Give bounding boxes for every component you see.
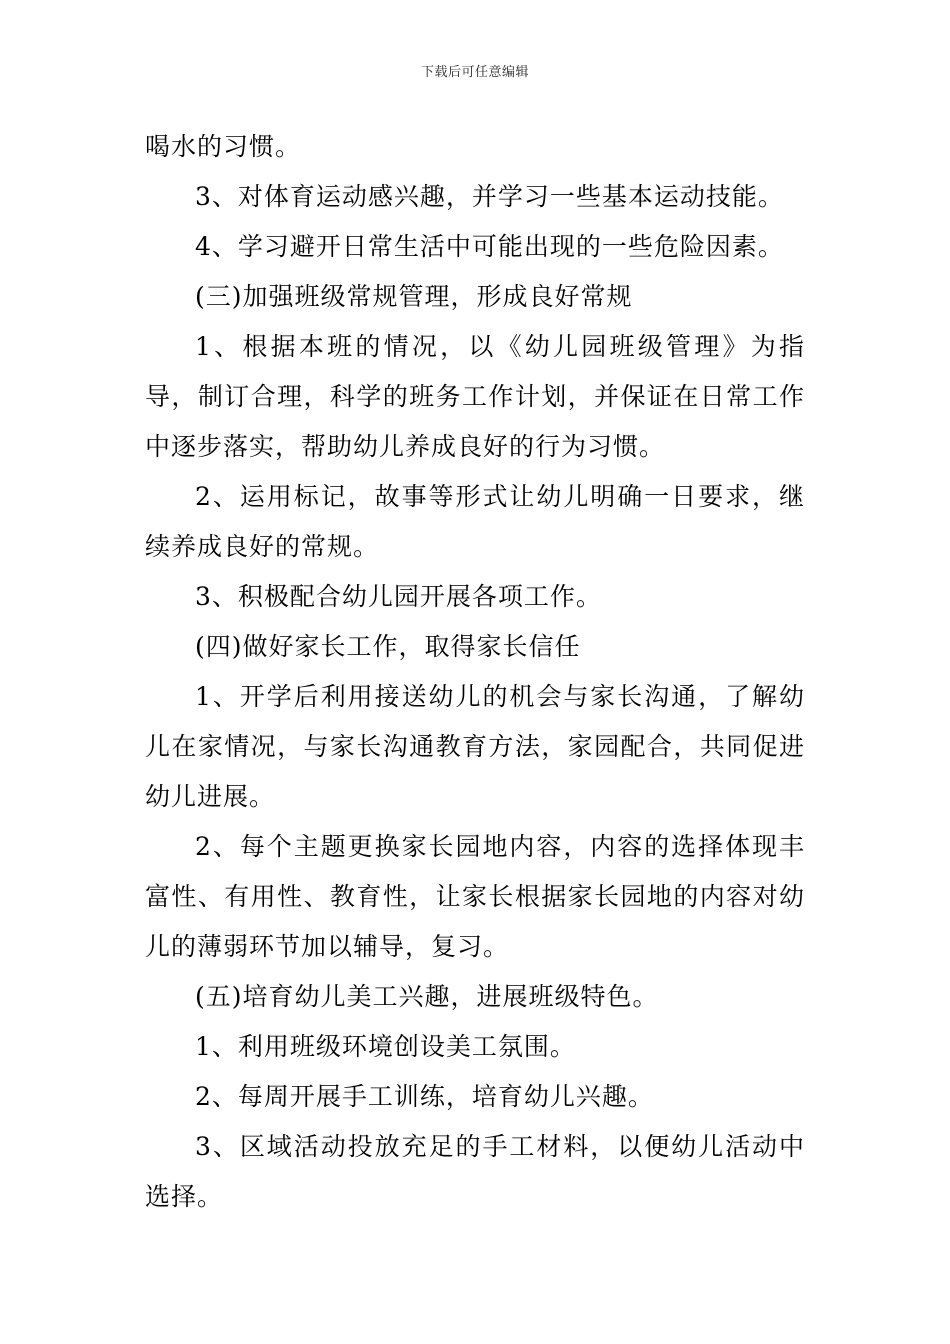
paragraph: 2、每个主题更换家长园地内容，内容的选择体现丰富性、有用性、教育性，让家长根据家长园地的内容对幼儿的薄弱环节加以辅导，复习。 [145,832,805,961]
section-heading: (五)培育幼儿美工兴趣，进展班级特色。 [195,982,659,1011]
paragraph: 3、对体育运动感兴趣，并学习一些基本运动技能。 [195,182,784,211]
section-heading: (四)做好家长工作，取得家长信任 [195,632,581,661]
paragraph: 2、运用标记，故事等形式让幼儿明确一日要求，继续养成良好的常规。 [145,482,805,561]
paragraph: 1、利用班级环境创设美工氛围。 [195,1032,576,1061]
paragraph: 3、积极配合幼儿园开展各项工作。 [195,582,602,611]
paragraph: 1、开学后利用接送幼儿的机会与家长沟通，了解幼儿在家情况，与家长沟通教育方法，家园配合，共同促进幼儿进展。 [145,682,805,811]
section-heading: (三)加强班级常规管理，形成良好常规 [195,282,633,311]
page-header: 下载后可任意编辑 [420,65,529,80]
paragraph: 喝水的习惯。 [145,132,302,161]
paragraph: 3、区域活动投放充足的手工材料，以便幼儿活动中选择。 [145,1132,805,1211]
paragraph: 2、每周开展手工训练，培育幼儿兴趣。 [195,1082,654,1111]
paragraph: 4、学习避开日常生活中可能出现的一些危险因素。 [195,232,784,261]
document-body [145,122,805,1222]
paragraph: 1、根据本班的情况，以《幼儿园班级管理》为指导，制订合理，科学的班务工作计划，并保证在日常工作中逐步落实，帮助幼儿养成良好的行为习惯。 [145,332,805,461]
